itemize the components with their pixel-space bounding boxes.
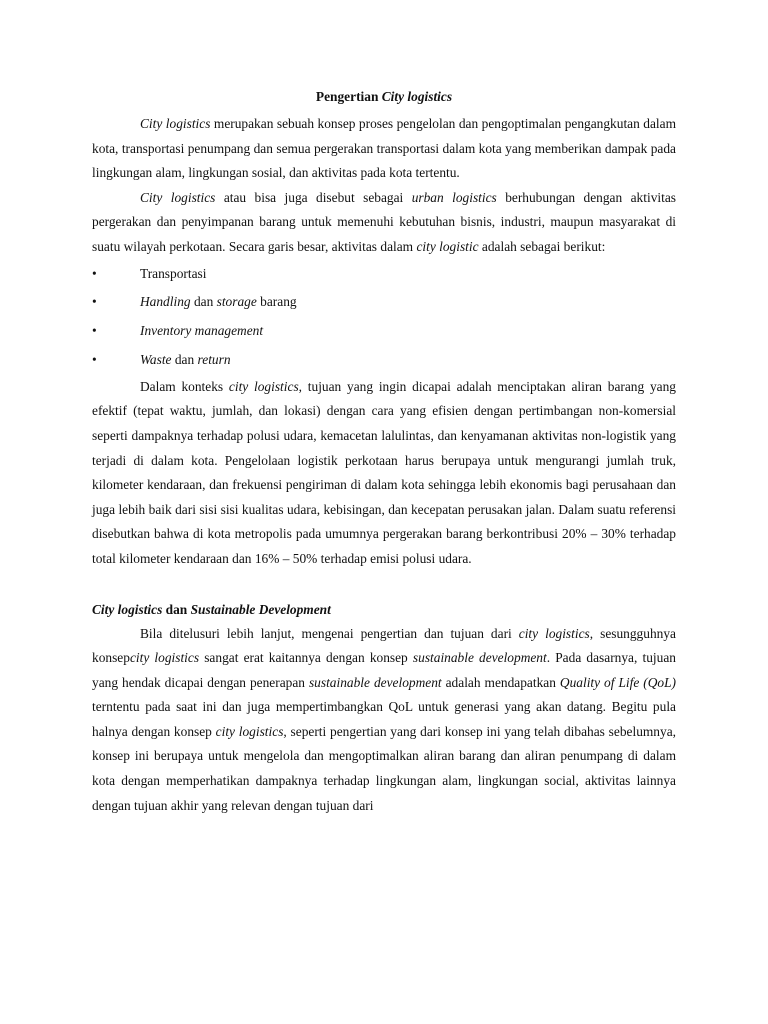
paragraph-text: terntentu pada saat ini dan juga mempertimbangkan QoL untuk generasi yang akan datang. Begitu pula halnya dengan konsep <box>92 699 676 739</box>
heading-term: City logistics <box>92 601 163 617</box>
paragraph-text: atau bisa juga disebut sebagai <box>215 189 412 205</box>
list-item <box>92 317 676 346</box>
term-city-logistics: city logistics <box>215 723 284 739</box>
term-urban-logistics: urban logistics <box>411 189 497 205</box>
document-body <box>92 86 676 818</box>
paragraph-urban-logistics <box>92 186 676 260</box>
term-sustainable-development: sustainable development <box>412 650 547 666</box>
paragraph-text: berhubungan dengan aktivitas pergerakan dan penyimpanan barang untuk memenuhi kebutuhan bisnis, industri, maupun masyarakat di suatu wilayah perkotaan. Secara garis besar, aktivitas dalam <box>92 189 676 254</box>
bullet-icon: • <box>92 323 97 339</box>
paragraph-text: Dalam konteks <box>140 378 229 394</box>
heading-text: dan <box>162 601 191 617</box>
term-city-logistics: city logistics <box>129 650 200 666</box>
section-heading <box>92 598 676 622</box>
paragraph-goals <box>92 375 676 572</box>
list-item-term: Waste <box>140 351 172 367</box>
paragraph-sustainable <box>92 622 676 819</box>
paragraph-definition <box>92 112 676 186</box>
paragraph-text: Bila ditelusuri lebih lanjut, mengenai pengertian dan tujuan dari <box>140 625 519 641</box>
term-sustainable-development: sustainable development <box>308 674 442 690</box>
term-city-logistics: city logistics <box>228 378 299 394</box>
paragraph-text: adalah mendapatkan <box>441 674 560 690</box>
paragraph-text: , seperti pengertian yang dari konsep ini yang telah dibahas sebelumnya, konsep ini berupaya untuk mengelola dan mengoptimalkan aliran barang dan aliran penumpang di dalam kota dengan memperhatikan dampaknya terhadap lingkungan alam, lingkungan social, aktivitas lainnya dengan tujuan akhir yang relevan dengan tujuan dari <box>92 723 676 813</box>
heading-term: Sustainable Development <box>190 601 331 617</box>
term-city-logistics: City logistics <box>140 116 211 131</box>
paragraph-text: , sesungguhnya konsep <box>92 625 676 666</box>
title-normal: Pengertian <box>315 89 382 104</box>
list-item-term: storage <box>216 294 257 310</box>
page-title <box>92 86 676 108</box>
paragraph-text: sangat erat kaitannya dengan konsep <box>199 650 413 666</box>
list-item-text: dan <box>171 351 198 367</box>
paragraph-text: , tujuan yang ingin dicapai adalah menciptakan aliran barang yang efektif (tepat waktu, jumlah, dan lokasi) dengan cara yang efisien dengan pertimbangan non-komersial seperti dampaknya terhadap polusi udara, kemacetan lalulintas, dan kenyamanan aktivitas non-logistik yang terjadi di dalam kota. Pengelolaan logistik perkotaan harus berupaya untuk mengurangi jumlah truk, kilometer kendaraan, dan frekuensi pengiriman di dalam kota sehingga lebih ekonomis bagi perusahaan dan juga lebih baik dari sisi sisi kualitas udara, kebisingan, dan kecepatan perusakan jalan. Dalam suatu referensi disebutkan bahwa di kota metropolis pada umumnya pergerakan barang berkontribusi 20% – 30% terhadap total kilometer kendaraan dan 16% – 50% terhadap emisi polusi udara. <box>92 378 676 566</box>
bullet-icon: • <box>92 265 97 281</box>
paragraph-text: merupakan sebuah konsep proses pengelolan dan pengoptimalan pengangkutan dalam kota, transportasi penumpang dan semua pergerakan transportasi dalam kota yang memberikan dampak pada lingkungan alam, lingkungan sosial, dan aktivitas pada kota tertentu. <box>92 116 676 181</box>
term-city-logistic: city logistic <box>416 238 479 254</box>
list-item <box>92 288 676 317</box>
list-item-text: Transportasi <box>140 265 207 281</box>
term-city-logistics: City logistics <box>140 189 216 205</box>
bullet-icon: • <box>92 351 97 367</box>
list-item-term: Inventory management <box>140 323 264 339</box>
term-city-logistics: city logistics <box>518 625 590 641</box>
list-item-text: dan <box>190 294 217 310</box>
activity-list <box>92 260 676 375</box>
list-item-term: return <box>197 351 231 367</box>
term-quality-of-life: Quality of Life (QoL) <box>559 674 676 690</box>
title-italic: City logistics <box>381 89 453 104</box>
list-item <box>92 260 676 289</box>
list-item <box>92 346 676 375</box>
paragraph-text: adalah sebagai berikut: <box>478 238 606 254</box>
list-item-text: barang <box>256 294 297 310</box>
paragraph-text: . Pada dasarnya, tujuan yang hendak dicapai dengan penerapan <box>92 650 676 690</box>
bullet-icon: • <box>92 294 97 310</box>
list-item-term: Handling <box>140 294 191 310</box>
